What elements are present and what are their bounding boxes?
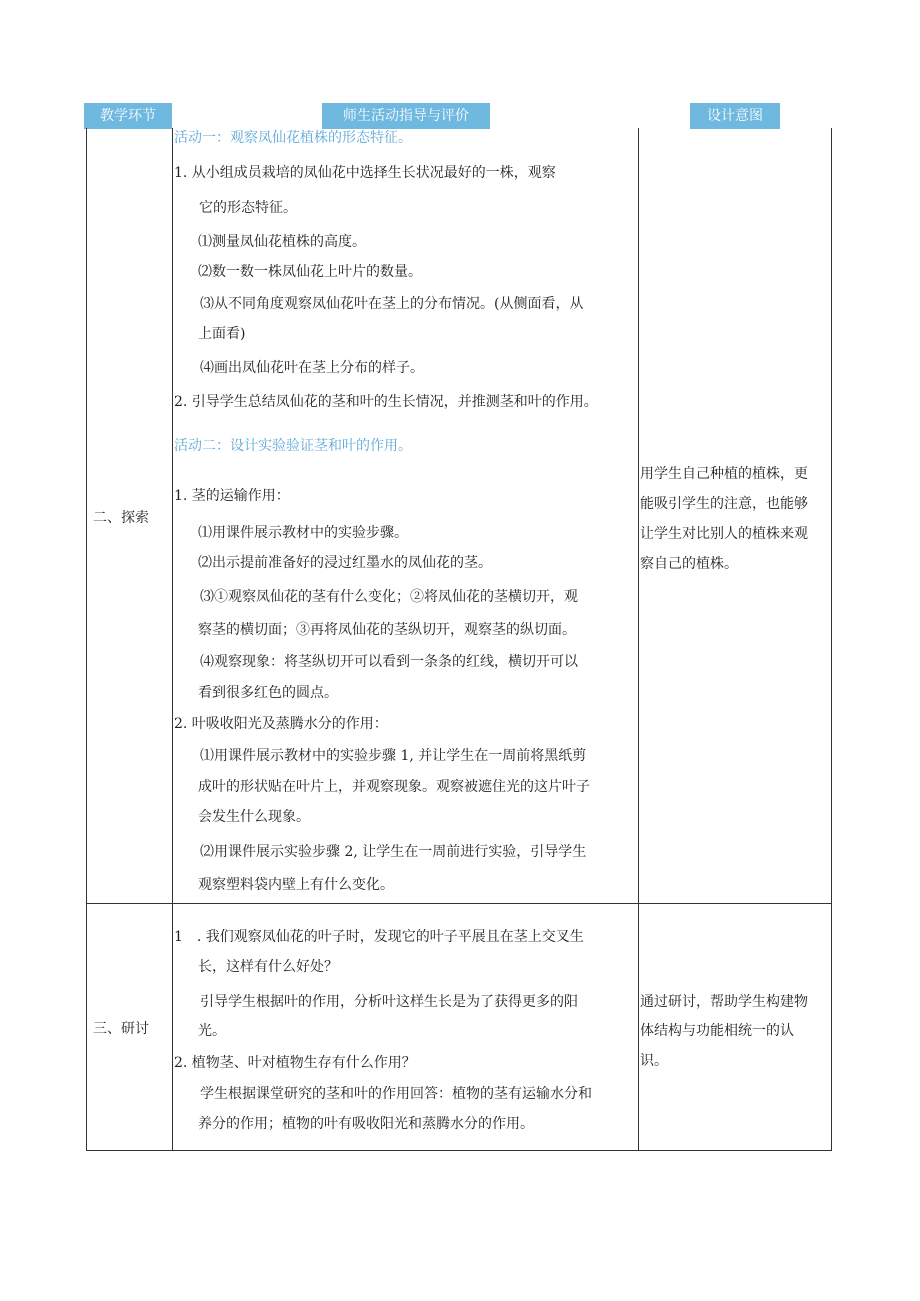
text-line: 引导学生根据叶的作用，分析叶这样生长是为了获得更多的阳: [200, 994, 578, 1010]
text-line: ⑶①观察凤仙花的茎有什么变化；②将凤仙花的茎横切开，观: [200, 589, 578, 605]
text-line: ⑵出示提前准备好的浸过红墨水的凤仙花的茎。: [198, 555, 492, 571]
header-col-stage: 教学环节: [84, 103, 172, 129]
text-line: ⑷画出凤仙花叶在茎上分布的样子。: [200, 360, 424, 376]
text-line: ⑵用课件展示实验步骤 2, 让学生在一周前进行实验，引导学生: [200, 844, 587, 860]
text-line: 2. 植物茎、叶对植物生存有什么作用？: [174, 1055, 416, 1071]
text-line: 上面看): [198, 326, 246, 342]
text-line: 1. 茎的运输作用：: [174, 488, 290, 504]
text-line: 它的形态特征。: [199, 200, 297, 216]
header-col-intent: 设计意图: [690, 103, 780, 129]
text-line: 养分的作用；植物的叶有吸收阳光和蒸腾水分的作用。: [198, 1116, 534, 1132]
intent-line: 察自己的植株。: [640, 556, 738, 572]
intent-line: 用学生自己种植的植株，更: [640, 466, 808, 482]
text-line: 1 . 我们观察凤仙花的叶子时，发现它的叶子平展且在茎上交叉生: [174, 929, 584, 945]
activity-2-title: 活动二：设计实验验证茎和叶的作用。: [174, 438, 412, 454]
text-line: 2. 引导学生总结凤仙花的茎和叶的生长情况，并推测茎和叶的作用。: [174, 394, 598, 410]
intent-line: 让学生对比别人的植株来观: [640, 526, 808, 542]
text-line: ⑴用课件展示教材中的实验步骤 1, 并让学生在一周前将黑纸剪: [200, 748, 587, 764]
stage-label-explore: 二、探索: [93, 510, 149, 526]
intent-line: 识。: [640, 1053, 668, 1069]
stage-label-discuss: 三、研讨: [93, 1021, 149, 1037]
text-line: ⑴测量凤仙花植株的高度。: [198, 234, 366, 250]
intent-line: 体结构与功能相统一的认: [640, 1023, 794, 1039]
text-line: 成叶的形状贴在叶片上，并观察现象。观察被遮住光的这片叶子: [198, 779, 590, 795]
text-line: 看到很多红色的圆点。: [198, 685, 338, 701]
text-line: 学生根据课堂研究的茎和叶的作用回答：植物的茎有运输水分和: [200, 1086, 592, 1102]
intent-line: 能吸引学生的注意，也能够: [640, 496, 808, 512]
intent-line: 通过研讨，帮助学生构建物: [640, 994, 808, 1010]
text-line: 2. 叶吸收阳光及蒸腾水分的作用：: [174, 716, 388, 732]
text-line: 观察塑料袋内壁上有什么变化。: [198, 877, 394, 893]
text-line: 察茎的横切面；③再将凤仙花的茎纵切开，观察茎的纵切面。: [198, 622, 576, 638]
text-line: 1. 从小组成员栽培的凤仙花中选择生长状况最好的一株，观察: [174, 165, 556, 181]
text-line: ⑵数一数一株凤仙花上叶片的数量。: [198, 264, 422, 280]
text-line: 长，这样有什么好处？: [198, 959, 338, 975]
header-col-activity: 师生活动指导与评价: [322, 103, 490, 129]
text-line: ⑶从不同角度观察凤仙花叶在茎上的分布情况。(从侧面看，从: [200, 296, 584, 312]
text-line: 会发生什么现象。: [198, 809, 310, 825]
text-line: ⑴用课件展示教材中的实验步骤。: [198, 525, 408, 541]
text-line: 光。: [198, 1023, 226, 1039]
activity-1-title: 活动一：观察凤仙花植株的形态特征。: [174, 130, 412, 146]
text-line: ⑷观察现象：将茎纵切开可以看到一条条的红线，横切开可以: [200, 654, 578, 670]
